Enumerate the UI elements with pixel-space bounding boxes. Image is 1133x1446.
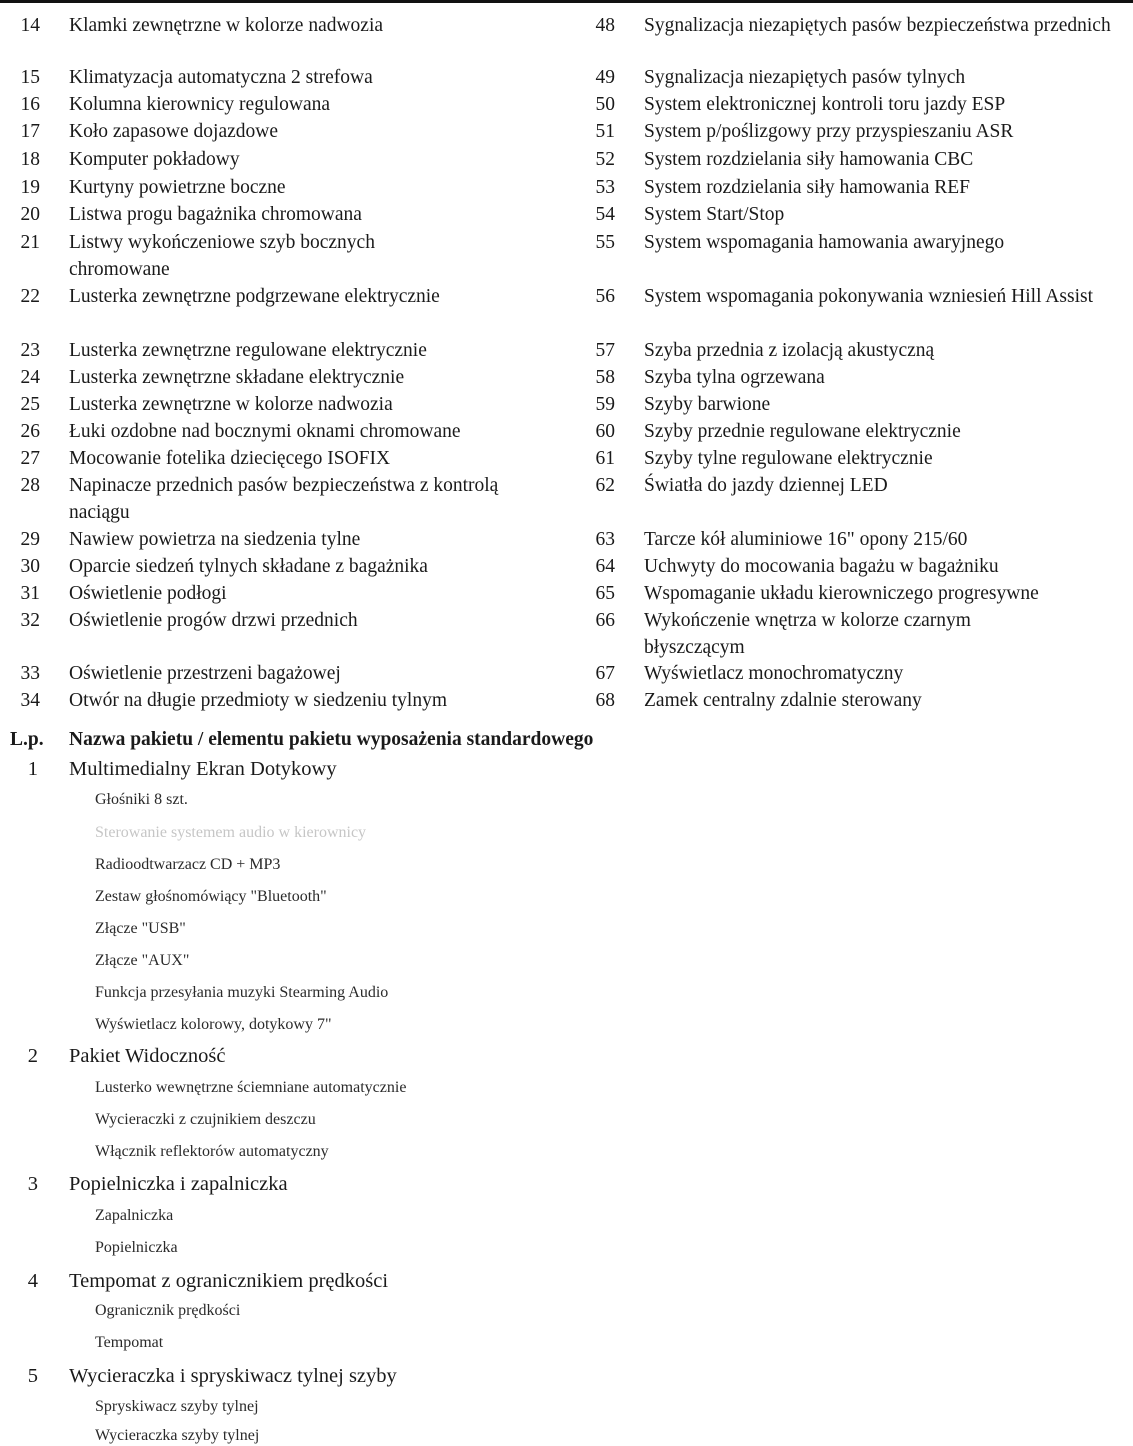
package-name-column-header: Nazwa pakietu / elementu pakietu wyposażenia standardowego [69,729,594,750]
package-element: Funkcja przesyłania muzyki Stearming Audio [95,984,389,1001]
package-element: Tempomat [95,1334,164,1351]
package-element: Radioodtwarzacz CD + MP3 [95,856,281,873]
package-element: Wyświetlacz kolorowy, dotykowy 7" [95,1016,332,1033]
package-element: Spryskiwacz szyby tylnej [95,1398,259,1415]
package-element: Złącze "USB" [95,920,186,937]
package-element: Włącznik reflektorów automatyczny [95,1143,329,1160]
lp-column-header: L.p. [10,729,44,750]
package-element: Wycieraczka szyby tylnej [95,1427,260,1444]
top-table-rule [0,0,1133,3]
package-element: Złącze "AUX" [95,952,190,969]
package-element: Lusterko wewnętrzne ściemniane automatycznie [95,1079,407,1096]
package-element: Wycieraczki z czujnikiem deszczu [95,1111,316,1128]
package-element: Zapalniczka [95,1207,174,1224]
package-element: Głośniki 8 szt. [95,791,188,808]
package-element: Popielniczka [95,1239,178,1256]
package-element: Ogranicznik prędkości [95,1302,241,1319]
package-element: Zestaw głośnomówiący "Bluetooth" [95,888,327,905]
package-element: Sterowanie systemem audio w kierownicy [95,824,367,841]
